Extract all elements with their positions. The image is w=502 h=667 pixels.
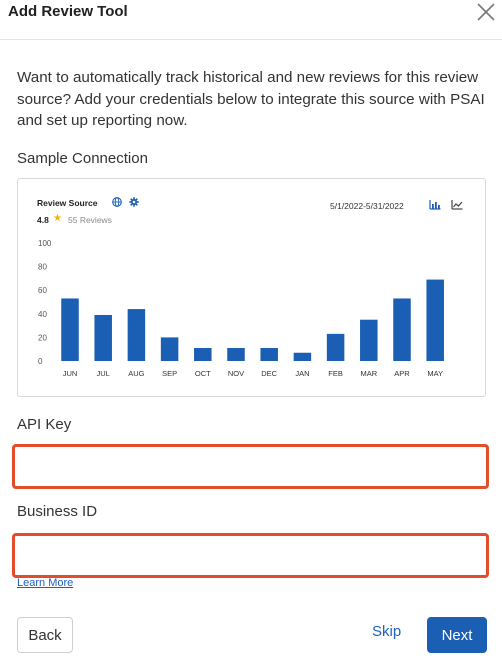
star-icon: ★ xyxy=(53,213,62,224)
y-tick-label: 0 xyxy=(38,357,43,366)
bar-mar xyxy=(360,320,378,361)
y-tick-label: 80 xyxy=(38,262,47,272)
intro-text: Want to automatically track historical and new reviews for this review source? Add your credentials below to integrate this source with PSAI and set up reporting now. xyxy=(17,69,485,129)
x-tick-label: DEC xyxy=(261,369,278,378)
business-id-label: Business ID xyxy=(17,503,98,520)
x-tick-label: SEP xyxy=(162,369,178,378)
dialog-title: Add Review Tool xyxy=(8,3,128,20)
y-tick-label: 20 xyxy=(38,333,47,343)
review-source-title: Review Source xyxy=(37,198,98,208)
x-tick-label: MAR xyxy=(360,369,378,378)
y-tick-label: 100 xyxy=(38,239,52,248)
next-button[interactable]: Next xyxy=(427,617,487,653)
x-tick-label: APR xyxy=(394,369,410,378)
close-icon[interactable] xyxy=(475,1,497,23)
x-tick-label: FEB xyxy=(328,369,343,378)
sample-connection-label: Sample Connection xyxy=(17,150,148,167)
business-id-input[interactable] xyxy=(12,533,489,578)
bar-feb xyxy=(327,334,345,361)
skip-button[interactable]: Skip xyxy=(372,623,402,640)
bar-jul xyxy=(94,315,112,361)
bar-apr xyxy=(393,298,411,361)
reviews-count: 55 Reviews xyxy=(68,215,112,225)
bar-jun xyxy=(61,298,79,361)
x-tick-label: AUG xyxy=(128,369,145,378)
bar-may xyxy=(426,280,444,361)
x-tick-label: OCT xyxy=(194,369,211,378)
api-key-input[interactable] xyxy=(12,444,489,489)
x-tick-label: MAY xyxy=(427,369,444,378)
bar-nov xyxy=(227,348,245,361)
dialog-header xyxy=(0,0,502,40)
rating-value: 4.8 xyxy=(37,215,49,225)
learn-more-link[interactable]: Learn More xyxy=(17,577,74,589)
date-range: 5/1/2022-5/31/2022 xyxy=(330,201,404,211)
x-tick-label: JUN xyxy=(62,369,78,378)
x-tick-label: NOV xyxy=(227,369,245,378)
y-tick-label: 40 xyxy=(38,309,47,319)
x-tick-label: JAN xyxy=(295,369,310,378)
api-key-label: API Key xyxy=(17,416,72,433)
bar-sep xyxy=(161,337,179,361)
bar-aug xyxy=(128,309,145,361)
x-tick-label: JUL xyxy=(96,369,110,378)
bar-dec xyxy=(260,348,278,361)
sample-connection-card xyxy=(17,178,486,397)
back-button[interactable]: Back xyxy=(17,617,73,653)
bar-oct xyxy=(194,348,212,361)
bar-jan xyxy=(294,353,312,361)
y-tick-label: 60 xyxy=(38,286,47,296)
review-bar-chart xyxy=(18,179,485,396)
